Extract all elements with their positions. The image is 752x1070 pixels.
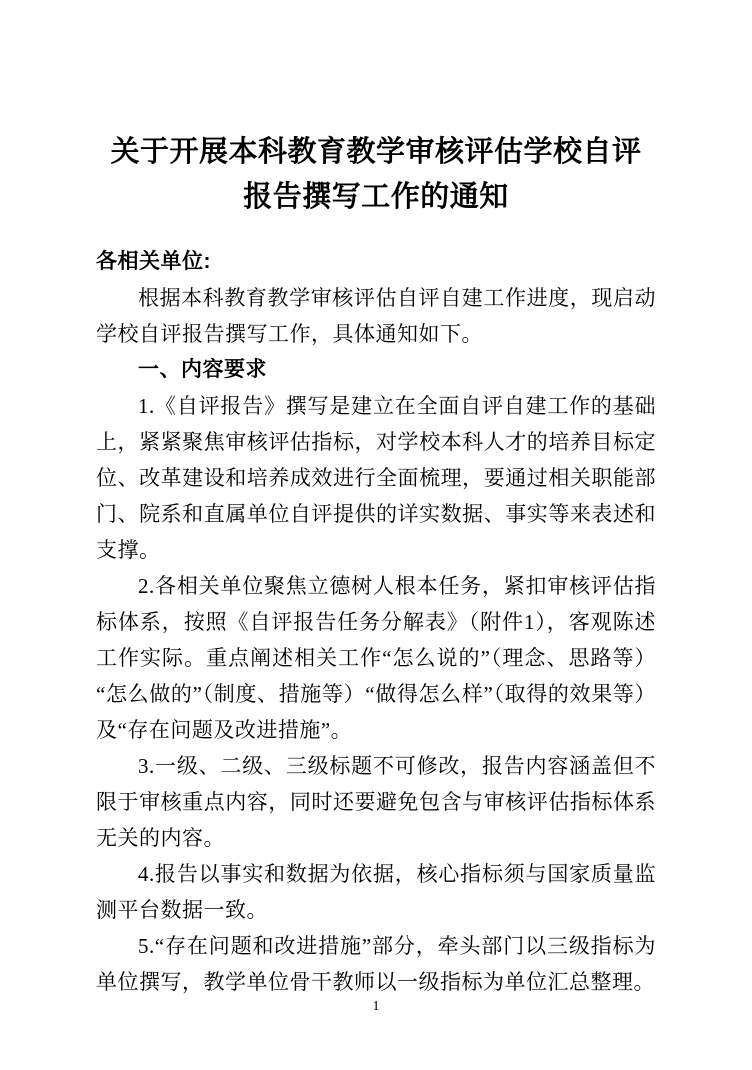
item-paragraph-2: 2.各相关单位聚焦立德树人根本任务，紧扣审核评估指标体系，按照《自评报告任务分解表》（附件1），客观陈述工作实际。重点阐述相关工作“怎么说的”（理念、思路等）“怎么做的”（制度、措施等）“做得怎么样”（取得的效果等）及“存在问题及改进措施”。 bbox=[96, 574, 656, 742]
section-heading-content-requirements: 一、内容要求 bbox=[138, 358, 267, 381]
document-body bbox=[96, 244, 656, 1000]
salutation: 各相关单位: bbox=[96, 250, 211, 273]
item-paragraph-4: 4.报告以事实和数据为依据，核心指标须与国家质量监测平台数据一致。 bbox=[96, 862, 656, 922]
page-number: 1 bbox=[372, 999, 380, 1014]
item-paragraph-3: 3.一级、二级、三级标题不可修改，报告内容涵盖但不限于审核重点内容，同时还要避免包含与审核评估指标体系无关的内容。 bbox=[96, 754, 656, 850]
item-paragraph-5: 5.“存在问题和改进措施”部分，牵头部门以三级指标为单位撰写，教学单位骨干教师以一级指标为单位汇总整理。 bbox=[96, 934, 656, 994]
intro-paragraph: 根据本科教育教学审核评估自评自建工作进度，现启动学校自评报告撰写工作，具体通知如下。 bbox=[96, 286, 656, 346]
document-title: 关于开展本科教育教学审核评估学校自评报告撰写工作的通知 bbox=[110, 136, 642, 213]
item-paragraph-1: 1.《自评报告》撰写是建立在全面自评自建工作的基础上，紧紧聚焦审核评估指标，对学校本科人才的培养目标定位、改革建设和培养成效进行全面梳理，要通过相关职能部门、院系和直属单位自评提供的详实数据、事实等来表述和支撑。 bbox=[96, 394, 656, 562]
